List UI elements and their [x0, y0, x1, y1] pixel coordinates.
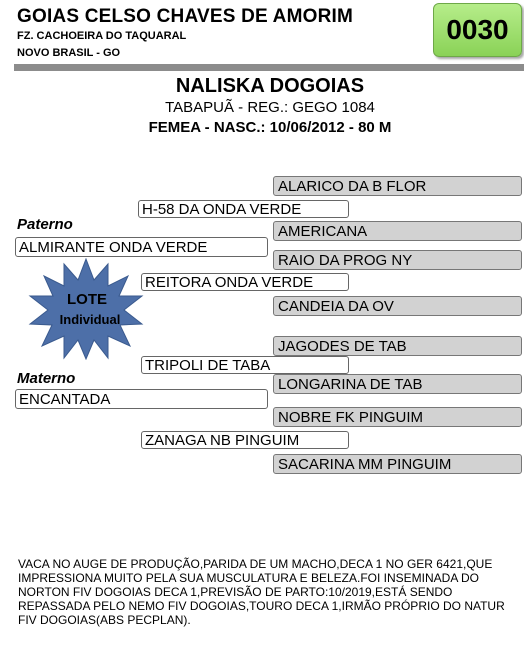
great-grandparent-8: SACARINA MM PINGUIM [273, 454, 522, 474]
starburst-shape [30, 259, 142, 359]
farm-location: NOVO BRASIL - GO [17, 47, 121, 59]
farm-name: GOIAS CELSO CHAVES DE AMORIM [17, 6, 354, 27]
great-grandparent-6: LONGARINA DE TAB [273, 374, 522, 394]
great-grandparent-5: JAGODES DE TAB [273, 336, 522, 356]
great-grandparent-7: NOBRE FK PINGUIM [273, 407, 522, 427]
lote-line-1: LOTE [67, 291, 107, 308]
lot-number-badge: 0030 [433, 3, 522, 57]
header-divider [14, 64, 524, 71]
sire-dam: REITORA ONDA VERDE [141, 273, 349, 291]
great-grandparent-1: ALARICO DA B FLOR [273, 176, 522, 196]
dam: ENCANTADA [15, 389, 268, 409]
animal-registration: TABAPUÃ - REG.: GEGO 1084 [165, 99, 375, 116]
materno-label: Materno [17, 370, 76, 387]
animal-name: NALISKA DOGOIAS [175, 75, 365, 97]
farm-subtitle: FZ. CACHOEIRA DO TAQUARAL [17, 30, 187, 42]
sire: ALMIRANTE ONDA VERDE [15, 237, 268, 257]
lote-individual-badge [28, 258, 144, 360]
paterno-label: Paterno [17, 216, 73, 233]
dam-dam: ZANAGA NB PINGUIM [141, 431, 349, 449]
great-grandparent-4: CANDEIA DA OV [273, 296, 522, 316]
sire-sire: H-58 DA ONDA VERDE [138, 200, 349, 218]
animal-info: FEMEA - NASC.: 10/06/2012 - 80 M [148, 119, 392, 136]
animal-description: VACA NO AUGE DE PRODUÇÃO,PARIDA DE UM MACHO,DECA 1 NO GER 6421,QUE IMPRESSIONA MUITO PELA SUA MUSCULATURA E BELEZA.FOI INSEMINADA DO NORTON FIV DOGOIAS DECA 1,PREVISÃO DE PARTO:10/2019,ESTÁ SENDO REPASSADA PELO NEMO FIV DOGOIAS,TOURO DECA 1,IRMÃO PRÓPRIO DO NATUR FIV DOGOIAS(ABS PECPLAN). [18, 557, 505, 627]
dam-sire: TRIPOLI DE TABA [141, 356, 349, 374]
lote-line-2: Individual [59, 312, 121, 327]
great-grandparent-2: AMERICANA [273, 221, 522, 241]
great-grandparent-3: RAIO DA PROG NY [273, 250, 522, 270]
